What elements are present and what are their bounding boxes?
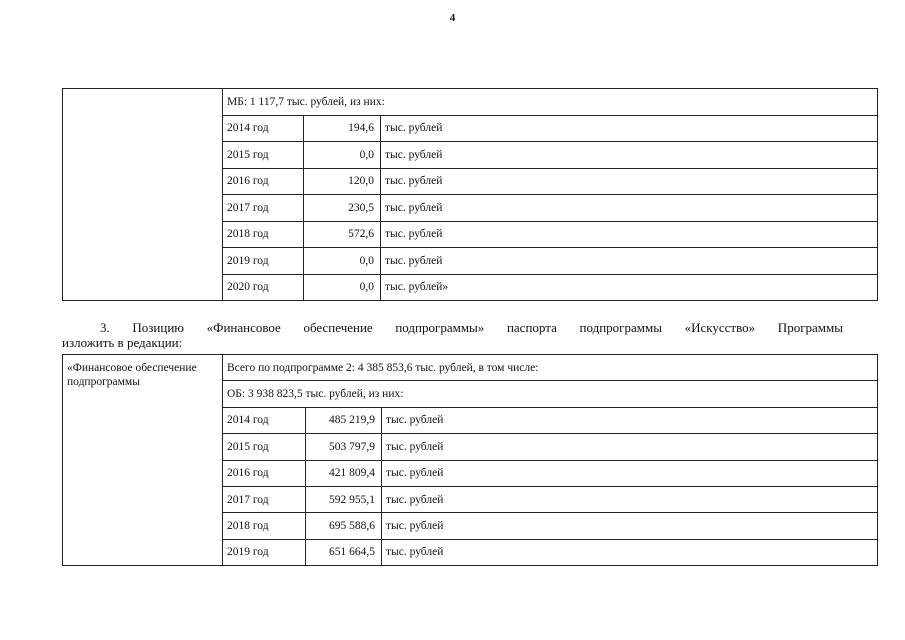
table-row [63, 355, 878, 381]
table-body [63, 355, 878, 566]
paragraph-line-1: 3. Позицию «Финансовое обеспечение подпрограммы» паспорта подпрограммы «Искусство» Программы [100, 320, 843, 335]
paragraph-line-2: изложить в редакции: [62, 335, 183, 350]
label-cell-empty [63, 89, 223, 301]
year-cell: 2014 год [223, 407, 306, 433]
year-cell: 2014 год [223, 115, 304, 142]
ob-header-cell: ОБ: 3 938 823,5 тыс. рублей, из них: [223, 381, 878, 407]
total-cell: Всего по подпрограмме 2: 4 385 853,6 тыс. рублей, в том числе: [223, 355, 878, 381]
value-cell: 695 588,6 [306, 513, 382, 539]
unit-cell: тыс. рублей [381, 221, 878, 248]
year-cell: 2017 год [223, 486, 306, 512]
table-body [63, 89, 878, 301]
unit-cell: тыс. рублей» [381, 274, 878, 301]
page-number: 4 [449, 12, 456, 24]
unit-cell: тыс. рублей [382, 486, 878, 512]
value-cell: 0,0 [304, 274, 381, 301]
year-cell: 2020 год [223, 274, 304, 301]
year-cell: 2017 год [223, 195, 304, 222]
year-cell: 2015 год [223, 142, 304, 169]
year-cell: 2019 год [223, 248, 304, 275]
value-cell: 194,6 [304, 115, 381, 142]
position-label-cell: «Финансовое обеспечение подпрограммы [63, 355, 223, 566]
value-cell: 421 809,4 [306, 460, 382, 486]
funding-table-new [62, 354, 878, 566]
value-cell: 572,6 [304, 221, 381, 248]
year-cell: 2016 год [223, 168, 304, 195]
mb-header-cell: МБ: 1 117,7 тыс. рублей, из них: [223, 89, 878, 116]
unit-cell: тыс. рублей [382, 460, 878, 486]
value-cell: 485 219,9 [306, 407, 382, 433]
instruction-paragraph [62, 320, 843, 350]
value-cell: 0,0 [304, 248, 381, 275]
unit-cell: тыс. рублей [381, 142, 878, 169]
value-cell: 120,0 [304, 168, 381, 195]
unit-cell: тыс. рублей [381, 195, 878, 222]
value-cell: 503 797,9 [306, 434, 382, 460]
table-row [63, 89, 878, 116]
unit-cell: тыс. рублей [381, 248, 878, 275]
year-cell: 2015 год [223, 434, 306, 460]
value-cell: 230,5 [304, 195, 381, 222]
year-cell: 2018 год [223, 513, 306, 539]
value-cell: 0,0 [304, 142, 381, 169]
value-cell: 651 664,5 [306, 539, 382, 565]
funding-table-continued [62, 88, 878, 301]
unit-cell: тыс. рублей [381, 115, 878, 142]
unit-cell: тыс. рублей [382, 434, 878, 460]
year-cell: 2019 год [223, 539, 306, 565]
year-cell: 2018 год [223, 221, 304, 248]
unit-cell: тыс. рублей [381, 168, 878, 195]
unit-cell: тыс. рублей [382, 539, 878, 565]
unit-cell: тыс. рублей [382, 513, 878, 539]
unit-cell: тыс. рублей [382, 407, 878, 433]
year-cell: 2016 год [223, 460, 306, 486]
value-cell: 592 955,1 [306, 486, 382, 512]
